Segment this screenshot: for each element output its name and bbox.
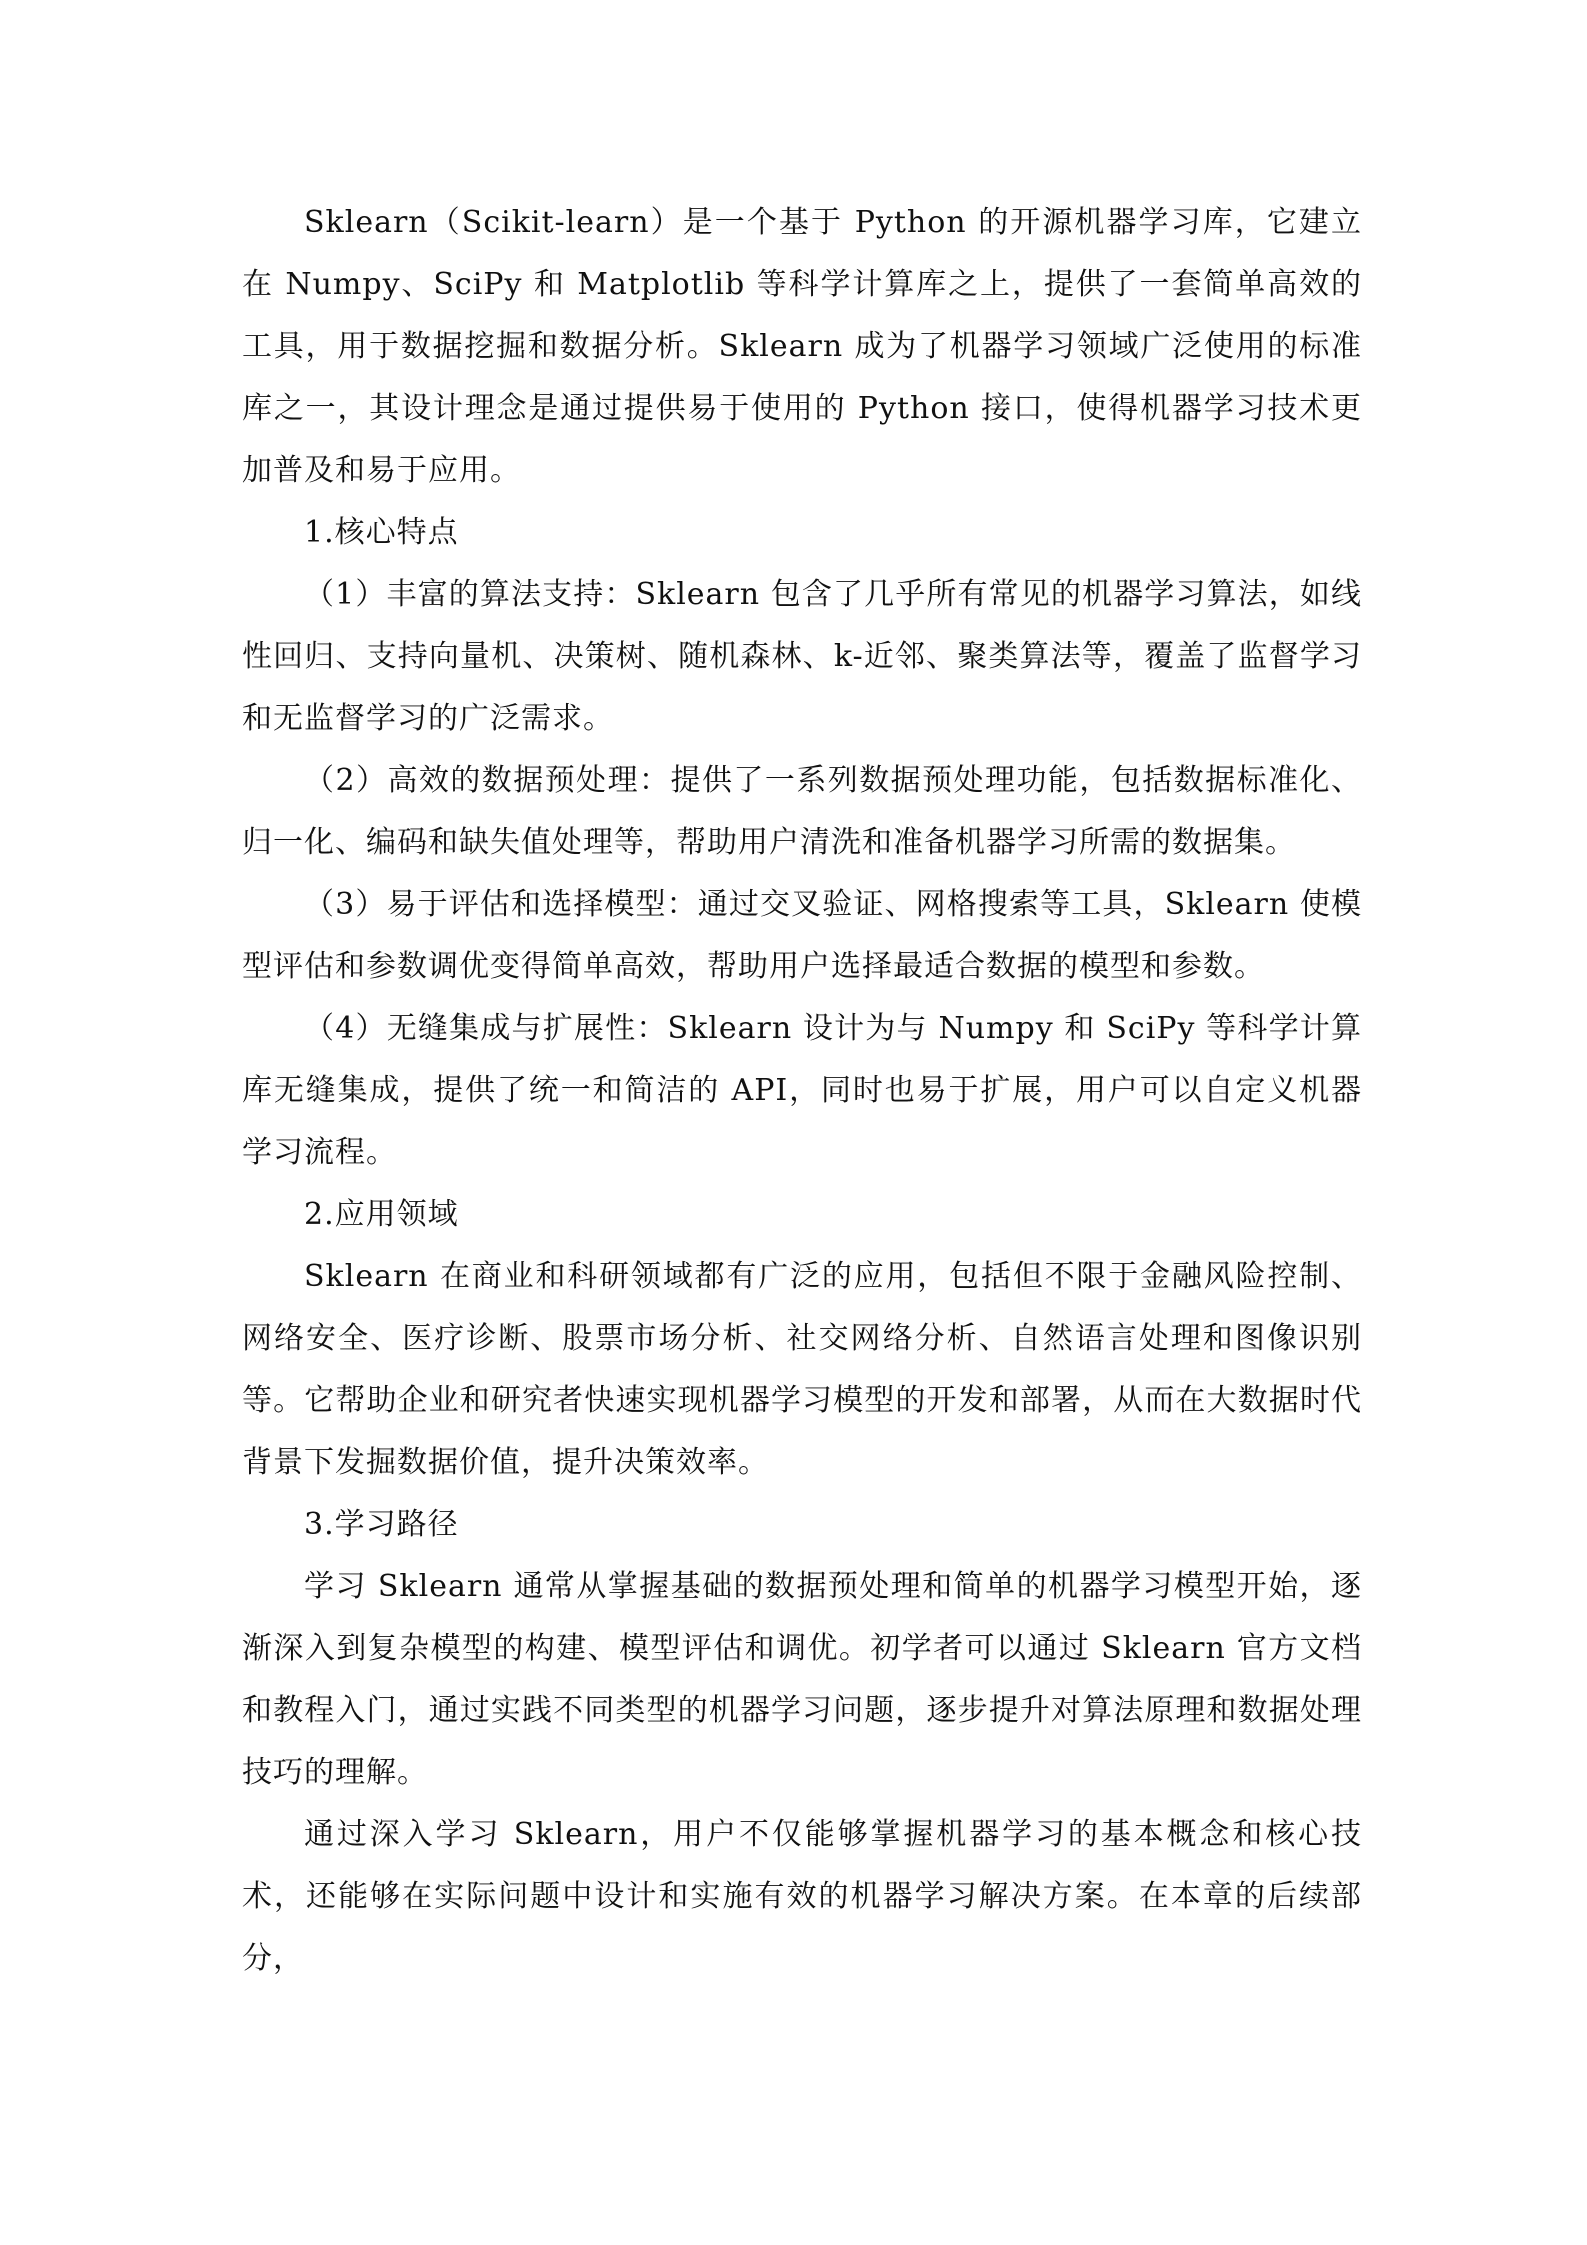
feature-item-integration: （4）无缝集成与扩展性：Sklearn 设计为与 Numpy 和 SciPy 等科学计算库无缝集成，提供了统一和简洁的 API，同时也易于扩展，用户可以自定义机器学习流程。 [242, 1011, 1362, 1170]
closing-paragraph: 通过深入学习 Sklearn，用户不仅能够掌握机器学习的基本概念和核心技术，还能够在实际问题中设计和实施有效的机器学习解决方案。在本章的后续部分， [242, 1817, 1362, 1976]
section-heading-learning-path: 3.学习路径 [304, 1507, 459, 1542]
intro-paragraph: Sklearn（Scikit-learn）是一个基于 Python 的开源机器学习库，它建立在 Numpy、SciPy 和 Matplotlib 等科学计算库之上，提供了一套简单高效的工具，用于数据挖掘和数据分析。Sklearn 成为了机器学习领域广泛使用的标准库之一，其设计理念是通过提供易于使用的 Python 接口，使得机器学习技术更加普及和易于应用。 [242, 205, 1362, 488]
feature-item-model-selection: （3）易于评估和选择模型：通过交叉验证、网格搜索等工具，Sklearn 使模型评估和参数调优变得简单高效，帮助用户选择最适合数据的模型和参数。 [242, 887, 1362, 984]
learning-path-paragraph: 学习 Sklearn 通常从掌握基础的数据预处理和简单的机器学习模型开始，逐渐深入到复杂模型的构建、模型评估和调优。初学者可以通过 Sklearn 官方文档和教程入门，通过实践不同类型的机器学习问题，逐步提升对算法原理和数据处理技巧的理解。 [242, 1569, 1362, 1790]
applications-paragraph: Sklearn 在商业和科研领域都有广泛的应用，包括但不限于金融风险控制、网络安全、医疗诊断、股票市场分析、社交网络分析、自然语言处理和图像识别等。它帮助企业和研究者快速实现机器学习模型的开发和部署，从而在大数据时代背景下发掘数据价值，提升决策效率。 [242, 1259, 1362, 1480]
feature-item-preprocessing: （2）高效的数据预处理：提供了一系列数据预处理功能，包括数据标准化、归一化、编码和缺失值处理等，帮助用户清洗和准备机器学习所需的数据集。 [242, 763, 1362, 860]
section-heading-core-features: 1.核心特点 [304, 515, 459, 550]
section-heading-applications: 2.应用领域 [304, 1197, 459, 1232]
document-page [242, 192, 1362, 1990]
feature-item-algorithms: （1）丰富的算法支持：Sklearn 包含了几乎所有常见的机器学习算法，如线性回归、支持向量机、决策树、随机森林、k-近邻、聚类算法等，覆盖了监督学习和无监督学习的广泛需求。 [242, 577, 1362, 736]
